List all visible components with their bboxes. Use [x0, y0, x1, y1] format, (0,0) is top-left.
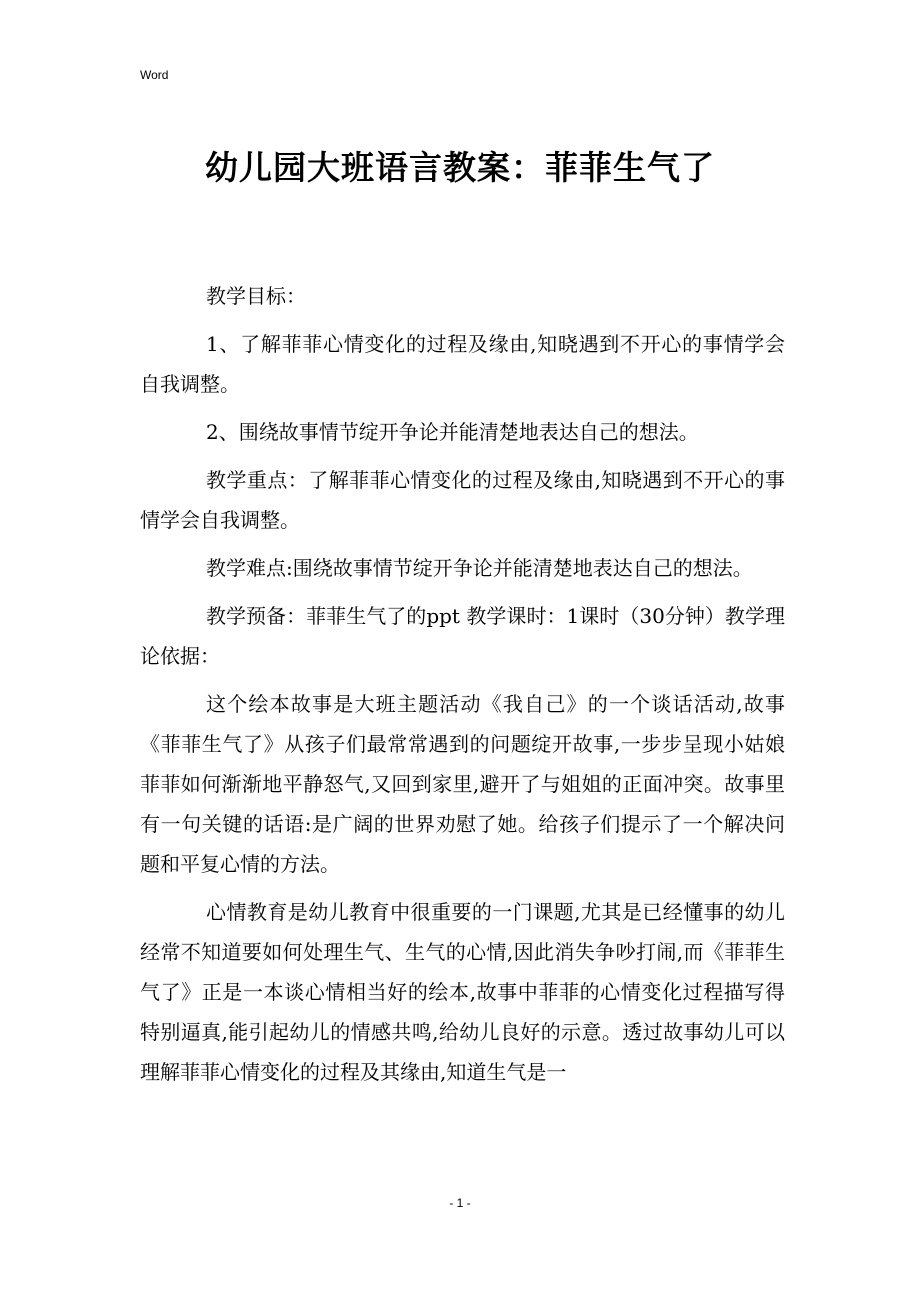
header-label: Word	[140, 68, 169, 82]
paragraph-difficulties: 教学难点:围绕故事情节绽开争论并能清楚地表达自己的想法。	[206, 556, 753, 580]
paragraph-emotion-education: 心情教育是幼儿教育中很重要的一门课题,尤其是已经懂事的幼儿经常不知道要如何处理生气、生气的心情,因此消失争吵打闹,而《菲菲生气了》正是一本谈心情相当好的绘本,故事中菲菲的心情变化过程描写得特别逼真,能引起幼儿的情感共鸣,给幼儿良好的示意。透过故事幼儿可以理解菲菲心情变化的过程及其缘由,知道生气是一	[140, 900, 785, 1084]
paragraph-objectives-heading: 教学目标：	[206, 284, 306, 308]
document-body	[140, 276, 785, 1100]
paragraph-preparation: 教学预备：菲菲生气了的ppt 教学课时：1课时（30分钟）教学理论依据：	[140, 604, 785, 668]
paragraph-objective-1: 1、了解菲菲心情变化的过程及缘由,知晓遇到不开心的事情学会自我调整。	[140, 332, 785, 396]
paragraph-key-points: 教学重点：了解菲菲心情变化的过程及缘由,知晓遇到不开心的事情学会自我调整。	[140, 468, 785, 532]
page-number: - 1 -	[449, 1196, 471, 1210]
document-title: 幼儿园大班语言教案：菲菲生气了	[205, 148, 715, 187]
paragraph-story-intro: 这个绘本故事是大班主题活动《我自己》的一个谈话活动,故事《菲菲生气了》从孩子们最常常遇到的问题绽开故事,一步步呈现小姑娘菲菲如何渐渐地平静怒气,又回到家里,避开了与姐姐的正面冲突。故事里有一句关键的话语:是广阔的世界劝慰了她。给孩子们提示了一个解决问题和平复心情的方法。	[140, 692, 785, 876]
paragraph-objective-2: 2、围绕故事情节绽开争论并能清楚地表达自己的想法。	[206, 420, 699, 444]
